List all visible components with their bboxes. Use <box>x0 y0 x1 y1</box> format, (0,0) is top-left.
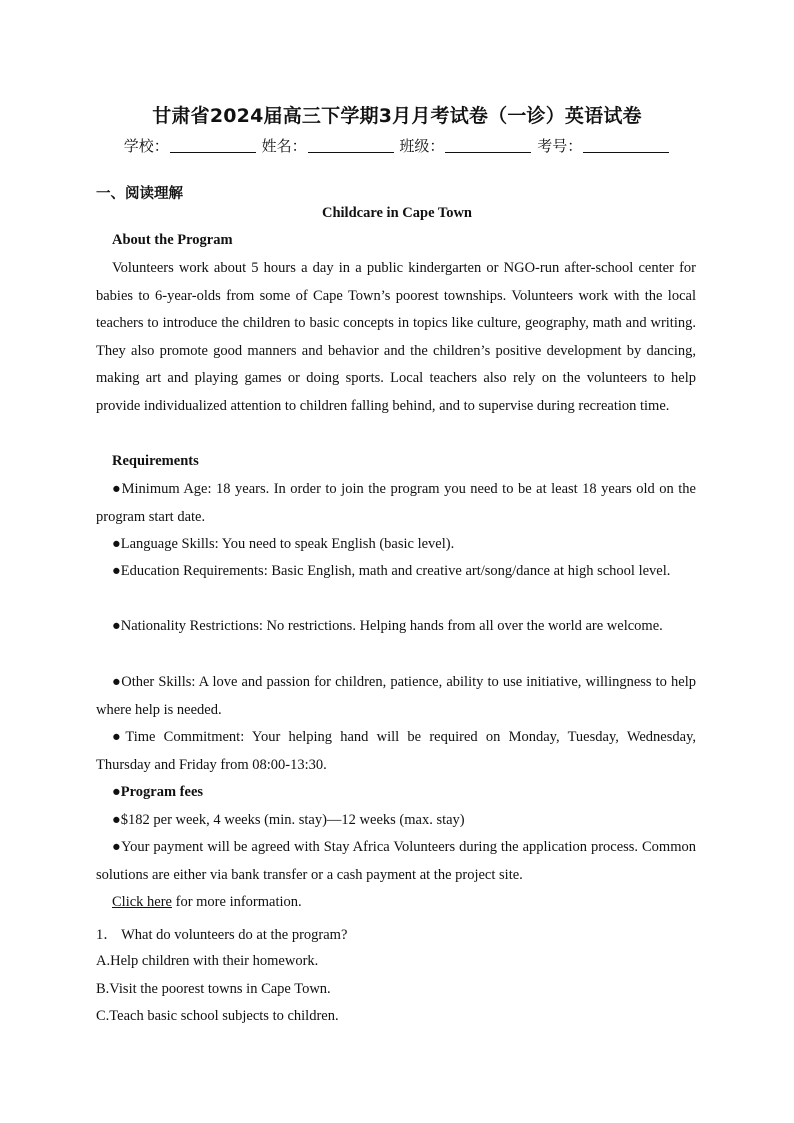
about-heading: About the Program <box>112 232 233 248</box>
student-info-line <box>0 135 794 156</box>
requirements-heading: Requirements <box>112 453 199 469</box>
exam-number-blank <box>583 138 669 153</box>
question-1-stem: 1． What do volunteers do at the program? <box>96 927 348 943</box>
name-blank <box>308 138 394 153</box>
class-blank <box>445 138 531 153</box>
requirement-time-commitment: ●Time Commitment: Your helping hand will be required on Monday, Tuesday, Wednesday, Thursday and Friday from 08:00-13:30. <box>96 729 696 773</box>
requirement-age: ●Minimum Age: 18 years. In order to join the program you need to be at least 18 years old on the program start date. <box>96 481 696 525</box>
question-1-option-c[interactable]: C.Teach basic school subjects to children. <box>96 1008 339 1024</box>
click-here-link[interactable]: Click here <box>112 894 172 910</box>
more-info-line <box>96 889 696 917</box>
fee-payment: ●Your payment will be agreed with Stay Africa Volunteers during the application process. Common solutions are either via bank transfer or a cash payment at the project site. <box>96 839 696 883</box>
section-heading: 一、阅读理解 <box>96 186 183 202</box>
fee-price: ●$182 per week, 4 weeks (min. stay)—12 weeks (max. stay) <box>112 812 465 828</box>
name-label: 姓名： <box>261 137 307 155</box>
more-info-text: for more information. <box>172 894 302 910</box>
requirement-education: ●Education Requirements: Basic English, math and creative art/song/dance at high school level. <box>112 563 671 579</box>
exam-number-label: 考号： <box>537 137 583 155</box>
requirement-nationality: ●Nationality Restrictions: No restrictions. Helping hands from all over the world are welcome. <box>112 618 663 634</box>
class-label: 班级： <box>399 137 445 155</box>
program-fees-heading: ●Program fees <box>112 784 204 800</box>
question-1-option-b[interactable]: B.Visit the poorest towns in Cape Town. <box>96 981 331 997</box>
about-paragraph: Volunteers work about 5 hours a day in a public kindergarten or NGO-run after-school center for babies to 6-year-olds from some of Cape Town’s poorest townships. Volunteers work with the local teachers to introduce the children to basic concepts in topics like culture, geography, math and writing. They also promote good manners and behavior and the children’s positive development by dancing, making art and playing games or doing sports. Local teachers also rely on the volunteers to help provide individualized attention to children falling behind, and to supervise during recreation time. <box>96 260 696 414</box>
school-label: 学校： <box>123 137 169 155</box>
question-1-option-a[interactable]: A.Help children with their homework. <box>96 953 319 969</box>
requirement-language: ●Language Skills: You need to speak English (basic level). <box>112 536 455 552</box>
requirement-other-skills: ●Other Skills: A love and passion for children, patience, ability to use initiative, willingness to help where help is needed. <box>96 674 696 718</box>
school-blank <box>170 138 256 153</box>
exam-title: 甘肃省2024届高三下学期3月月考试卷（一诊）英语试卷 <box>152 105 642 127</box>
passage-title: Childcare in Cape Town <box>321 205 472 221</box>
